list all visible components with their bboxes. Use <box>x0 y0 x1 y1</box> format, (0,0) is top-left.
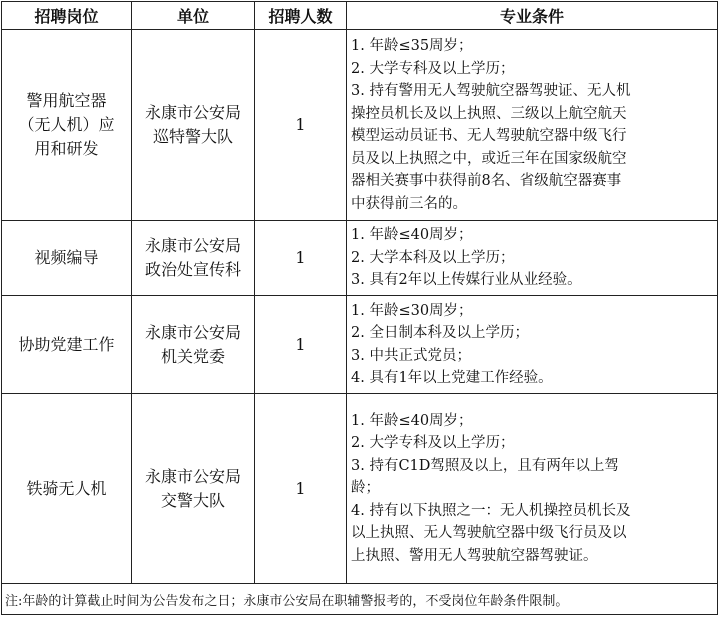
unit-cell <box>132 394 255 584</box>
count-cell: 1 <box>255 394 347 584</box>
table-row <box>2 221 718 296</box>
position-text: 铁骑无人机 <box>26 478 107 498</box>
condition-line: 操控员机长及以上执照、三级以上航空航天 <box>351 105 627 122</box>
conditions-cell <box>347 296 718 394</box>
unit-cell <box>132 221 255 296</box>
position-cell <box>2 30 132 221</box>
count-cell: 1 <box>255 221 347 296</box>
unit-text: 永康市公安局 <box>144 322 241 342</box>
condition-line: 器相关赛事中获得前8名、省级航空器赛事 <box>351 173 622 189</box>
condition-line: 龄； <box>351 480 380 497</box>
position-text: 警用航空器 <box>26 91 107 110</box>
recruitment-table <box>1 1 718 615</box>
unit-text: 机关党委 <box>160 346 225 366</box>
note-row <box>2 584 718 615</box>
header-count: 招聘人数 <box>255 2 347 30</box>
position-cell <box>2 221 132 296</box>
unit-cell <box>132 296 255 394</box>
condition-line: 1. 年龄≤30周岁； <box>351 302 473 319</box>
condition-line: 4. 持有以下执照之一：无人机操控员机长及 <box>351 502 631 519</box>
position-cell <box>2 394 132 584</box>
position-text: 协助党建工作 <box>18 334 115 354</box>
header-conditions: 专业条件 <box>347 2 718 30</box>
unit-text: 交警大队 <box>160 490 225 510</box>
condition-line: 中获得前三名的。 <box>351 195 467 212</box>
condition-line: 2. 大学专科及以上学历； <box>351 435 515 452</box>
header-position: 招聘岗位 <box>2 2 132 30</box>
conditions-cell <box>347 221 718 296</box>
position-text: （无人机）应 <box>18 115 115 134</box>
condition-line: 1. 年龄≤35周岁； <box>351 38 473 54</box>
unit-text: 永康市公安局 <box>144 236 241 255</box>
table-row <box>2 394 718 584</box>
condition-line: 员及以上执照之中，或近三年在国家级航空 <box>351 150 627 167</box>
condition-line: 上执照、警用无人驾驶航空器驾驶证。 <box>351 547 598 564</box>
condition-line: 1. 年龄≤40周岁； <box>351 227 473 244</box>
condition-line: 3. 中共正式党员； <box>351 347 471 364</box>
position-text: 视频编导 <box>34 248 99 267</box>
count-cell: 1 <box>255 296 347 394</box>
header-unit: 单位 <box>132 2 255 30</box>
count-cell: 1 <box>255 30 347 221</box>
position-text: 用和研发 <box>34 139 99 158</box>
position-cell <box>2 296 132 394</box>
condition-line: 3. 具有2年以上传媒行业从业经验。 <box>351 272 582 289</box>
condition-line: 3. 持有C1D驾照及以上，且有两年以上驾 <box>351 457 619 474</box>
unit-text: 政治处宣传科 <box>144 260 241 279</box>
unit-cell <box>132 30 255 221</box>
condition-line: 以上执照、无人驾驶航空器中级飞行员及以 <box>351 525 627 542</box>
condition-line: 3. 持有警用无人驾驶航空器驾驶证、无人机 <box>351 83 631 99</box>
condition-line: 4. 具有1年以上党建工作经验。 <box>351 370 553 386</box>
condition-line: 模型运动员证书、无人驾驶航空器中级飞行 <box>351 128 627 144</box>
unit-text: 永康市公安局 <box>144 103 241 122</box>
conditions-cell <box>347 394 718 584</box>
condition-line: 1. 年龄≤40周岁； <box>351 412 473 429</box>
unit-text: 巡特警大队 <box>152 127 233 146</box>
table-row <box>2 30 718 221</box>
footnote: 注:年龄的计算截止时间为公告发布之日；永康市公安局在职辅警报考的，不受岗位年龄条件限制。 <box>2 584 718 615</box>
condition-line: 2. 全日制本科及以上学历； <box>351 325 529 341</box>
condition-line: 2. 大学专科及以上学历； <box>351 60 515 77</box>
conditions-cell <box>347 30 718 221</box>
condition-line: 2. 大学本科及以上学历； <box>351 249 515 266</box>
table-row <box>2 296 718 394</box>
unit-text: 永康市公安局 <box>144 466 241 486</box>
header-row <box>2 2 718 30</box>
